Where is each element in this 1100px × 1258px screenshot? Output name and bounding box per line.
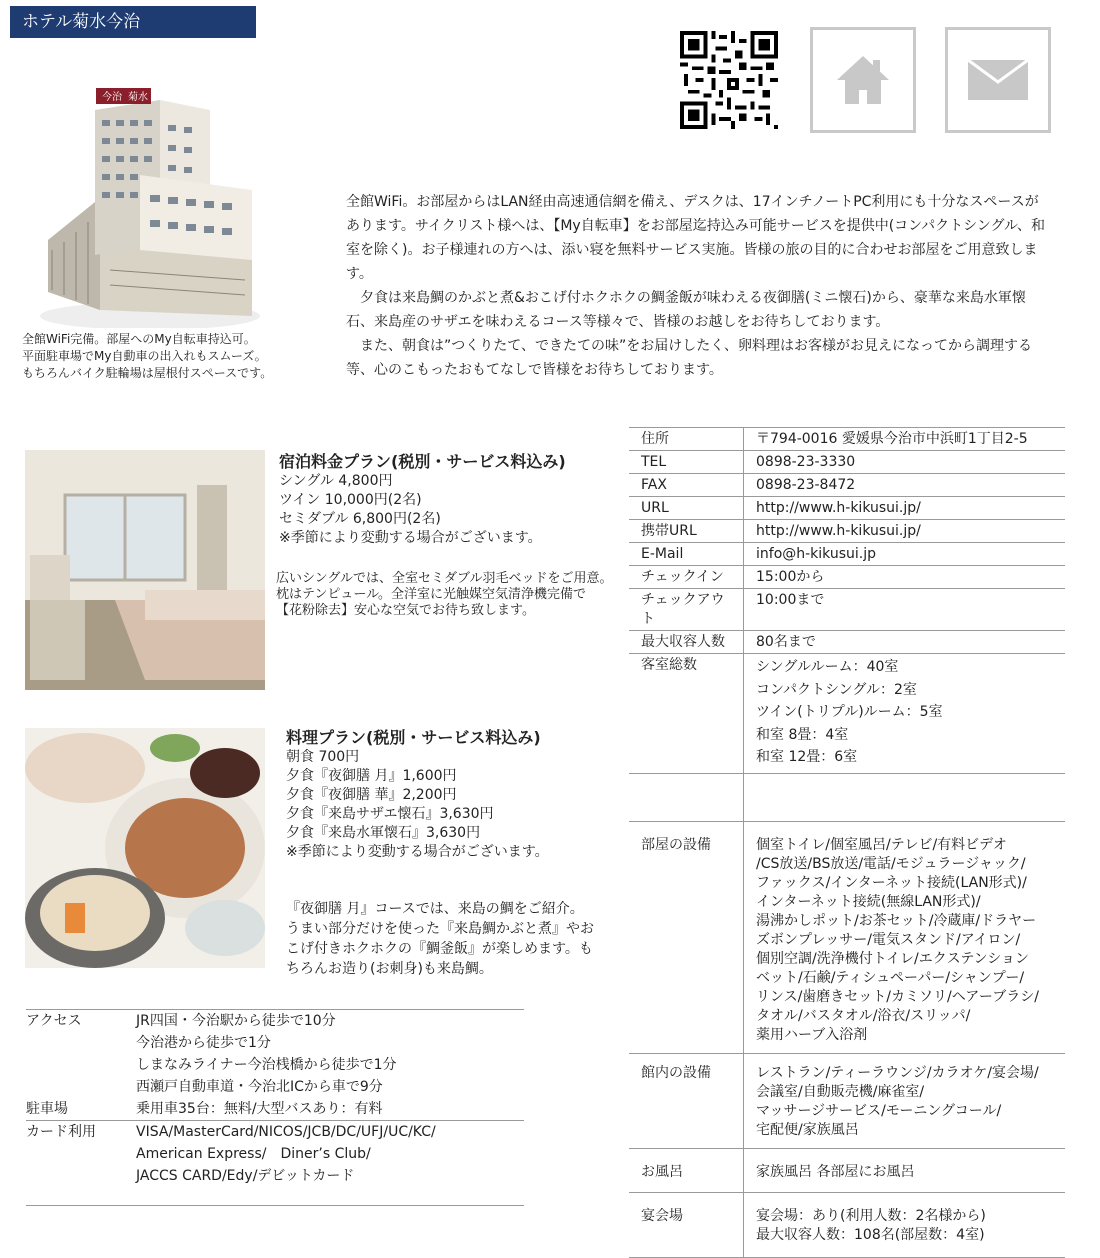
- equip-line: リンス/歯磨きセット/カミソリ/ヘアーブラシ/: [756, 988, 1039, 1005]
- room-line: 和室 8畳：4室: [756, 726, 849, 743]
- room-equipment-value: [744, 821, 1066, 1053]
- checkin-value: 15:00から: [756, 569, 825, 585]
- room-line: シングルルーム：40室: [756, 659, 899, 675]
- facility-line: マッサージサービス/モーニングコール/: [756, 1102, 1002, 1119]
- access-table: [26, 1009, 524, 1206]
- equip-line: 個別空調/洗浄機付トイレ/エクステンション: [756, 950, 1029, 967]
- mail-button[interactable]: [945, 27, 1051, 133]
- mobile-url-link[interactable]: http://www.h-kikusui.jp/: [756, 523, 921, 539]
- stay-plan-line: セミダブル 6,800円(2名): [279, 511, 441, 527]
- stay-plan-line: ツイン 10,000円(2名): [279, 492, 422, 508]
- facility-line: 会議室/自動販売機/麻雀室/: [756, 1083, 925, 1100]
- banquet-value: [744, 1192, 1066, 1257]
- access-line: 今治港から徒歩で1分: [136, 1035, 271, 1051]
- sign-right: 菊水: [128, 92, 148, 103]
- room-photo: [25, 450, 265, 690]
- info-key: チェックイン: [629, 566, 744, 589]
- equip-line: ズボンプレッサー/電気スタンド/アイロン/: [756, 931, 1021, 948]
- room-line: 和室 12畳：6室: [756, 749, 858, 765]
- stay-plan-line: ※季節により変動する場合がございます。: [279, 530, 542, 546]
- card-row: [26, 1121, 524, 1187]
- email-link[interactable]: info@h-kikusui.jp: [756, 546, 877, 562]
- hotel-caption: [22, 331, 272, 382]
- url-link[interactable]: http://www.h-kikusui.jp/: [756, 500, 921, 516]
- equip-line: 湯沸かしポット/お茶セット/冷蔵庫/ドラヤー: [756, 912, 1037, 929]
- info-key: 館内の設備: [629, 1053, 744, 1148]
- stay-desc-line: 枕はテンピュール。全洋室に光触媒空気清浄機完備で: [276, 587, 587, 602]
- qr-code[interactable]: [680, 31, 778, 129]
- home-button[interactable]: [810, 27, 916, 133]
- hotel-info: [629, 427, 1065, 1258]
- food-plan-line: 夕食『来島サザエ懐石』3,630円: [286, 806, 494, 822]
- info-key: 住所: [629, 428, 744, 451]
- food-plan-line: 夕食『来島水軍懐石』3,630円: [286, 825, 481, 841]
- fax-value: 0898-23-8472: [756, 477, 856, 493]
- address-value: 〒794-0016 愛媛県今治市中浜町1丁目2-5: [756, 431, 1028, 447]
- sign-left: 今治: [102, 92, 122, 103]
- facility-value: [744, 1053, 1066, 1148]
- food-desc-line: こげ付きホクホクの『鯛釜飯』が楽しめます。も: [286, 941, 593, 957]
- banquet-line: 最大収容人数：108名(部屋数：4室): [756, 1226, 985, 1243]
- caption-line: 全館WiFi完備。部屋へのMy自転車持込可。: [22, 332, 256, 346]
- info-key: 携帯URL: [629, 520, 744, 543]
- parking-value: 乗用車35台：無料/大型バスあり：有料: [136, 1101, 383, 1117]
- food-plan-title: 料理プラン(税別・サービス料込み): [286, 728, 541, 747]
- equip-line: 個室トイレ/個室風呂/テレビ/有料ビデオ: [756, 836, 1007, 853]
- intro-text: [346, 190, 1046, 382]
- intro-paragraph: 全館WiFi。お部屋からはLAN経由高速通信網を備え、デスクは、17インチノートPC利用にも十分なスペースがあります。サイクリスト様へは、【My自転車】をお部屋迄持込み可能サービスを提供中(コンパクトシングル、和室を除く)。お子様連れの方へは、添い寝を無料サービス実施。皆様の旅の目的に合わせお部屋をご用意致します。: [346, 194, 1046, 282]
- equip-line: インターネット接続(無線LAN形式)/: [756, 893, 981, 910]
- equip-line: 薬用ハーブ入浴剤: [756, 1026, 868, 1043]
- stay-plan-desc: [276, 571, 616, 619]
- page-title: ホテル菊水今治: [10, 6, 256, 38]
- room-line: コンパクトシングル：2室: [756, 681, 917, 698]
- room-line: ツイン(トリプル)ルーム：5室: [756, 704, 943, 720]
- intro-paragraph: 夕食は来島鯛のかぶと煮&おこげ付ホクホクの鯛釜飯が味わえる夜御膳(ミニ懐石)から、豪華な来島水軍懐石、来島産のサザエを味わえるコース等様々で、皆様のお越しをお待ちしております。: [346, 290, 1026, 330]
- info-key: チェックアウト: [629, 589, 744, 631]
- food-plan-desc: [286, 899, 616, 979]
- food-photo: [25, 728, 265, 968]
- access-row: [26, 1010, 524, 1098]
- info-key: URL: [629, 497, 744, 520]
- equip-line: ベット/石鹸/ティシュペーパー/シャンプー/: [756, 969, 1025, 986]
- tel-value[interactable]: 0898-23-3330: [756, 454, 856, 470]
- stay-desc-line: 広いシングルでは、全室セミダブル羽毛ベッドをご用意。: [276, 571, 613, 586]
- stay-plan: [279, 452, 609, 548]
- food-desc-line: 『夜御膳 月』コースでは、来島の鯛をご紹介。: [286, 901, 584, 917]
- info-key: 客室総数: [629, 654, 744, 774]
- equip-line: ファックス/インターネット接続(LAN形式)/: [756, 874, 1027, 891]
- caption-line: 平面駐車場でMy自動車の出入れもスムーズ。: [22, 349, 267, 363]
- card-line: JACCS CARD/Edy/デビットカード: [136, 1168, 355, 1184]
- food-plan-line: ※季節により変動する場合がございます。: [286, 844, 549, 860]
- stay-plan-line: シングル 4,800円: [279, 473, 393, 489]
- stay-desc-line: 【花粉除去】安心な空気でお待ち致します。: [276, 603, 535, 618]
- capacity-value: 80名まで: [756, 634, 816, 650]
- home-icon: [833, 50, 893, 110]
- info-key: TEL: [629, 451, 744, 474]
- facility-line: レストラン/ティーラウンジ/カラオケ/宴会場/: [756, 1064, 1039, 1081]
- caption-line: もちろんバイク駐輪場は屋根付スペースです。: [22, 366, 273, 380]
- info-key: FAX: [629, 474, 744, 497]
- info-key: 宴会場: [629, 1192, 744, 1257]
- mail-icon: [966, 58, 1030, 102]
- food-plan-line: 夕食『夜御膳 華』2,200円: [286, 787, 457, 803]
- food-desc-line: ちろんお造り(お刺身)も来島鯛。: [286, 961, 493, 977]
- parking-row: [26, 1098, 524, 1120]
- card-line: VISA/MasterCard/NICOS/JCB/DC/UFJ/UC/KC/: [136, 1124, 436, 1140]
- access-line: JR四国・今治駅から徒歩で10分: [136, 1013, 336, 1029]
- equip-line: /CS放送/BS放送/電話/モジュラージャック/: [756, 855, 1026, 872]
- info-key: お風呂: [629, 1148, 744, 1192]
- parking-label: 駐車場: [26, 1101, 68, 1117]
- access-line: 西瀬戸自動車道・今治北ICから車で9分: [136, 1079, 383, 1095]
- hotel-building-image: [40, 80, 260, 328]
- card-line: American Express/ Diner’s Club/: [136, 1146, 371, 1162]
- access-label: アクセス: [26, 1013, 82, 1029]
- card-label: カード利用: [26, 1124, 96, 1140]
- info-table: [629, 427, 1065, 1258]
- info-key: 部屋の設備: [629, 821, 744, 1053]
- food-desc-line: うまい部分だけを使った『来島鯛かぶと煮』やお: [286, 921, 594, 937]
- intro-paragraph: また、朝食は”つくりたて、できたての味”をお届けしたく、卵料理はお客様がお見えになってから調理する等、心のこもったおもてなしで皆様をお待ちしております。: [346, 338, 1032, 378]
- food-plan-line: 夕食『夜御膳 月』1,600円: [286, 768, 457, 784]
- checkout-value: 10:00まで: [756, 592, 825, 608]
- rooms-value: [744, 654, 1066, 774]
- bath-value: 家族風呂 各部屋にお風呂: [756, 1163, 915, 1180]
- info-key: E-Mail: [629, 543, 744, 566]
- access-line: しまなみライナー今治桟橋から徒歩で1分: [136, 1057, 397, 1073]
- equip-line: タオル/バスタオル/浴衣/スリッパ/: [756, 1007, 971, 1024]
- spacer-cell: [744, 773, 1066, 821]
- stay-plan-title: 宿泊料金プラン(税別・サービス料込み): [279, 452, 566, 471]
- facility-line: 宅配便/家族風呂: [756, 1121, 859, 1138]
- banquet-line: 宴会場：あり(利用人数：2名様から): [756, 1207, 986, 1224]
- spacer-cell: [629, 773, 744, 821]
- info-key: 最大収容人数: [629, 631, 744, 654]
- food-plan: [286, 728, 606, 862]
- food-plan-line: 朝食 700円: [286, 749, 360, 765]
